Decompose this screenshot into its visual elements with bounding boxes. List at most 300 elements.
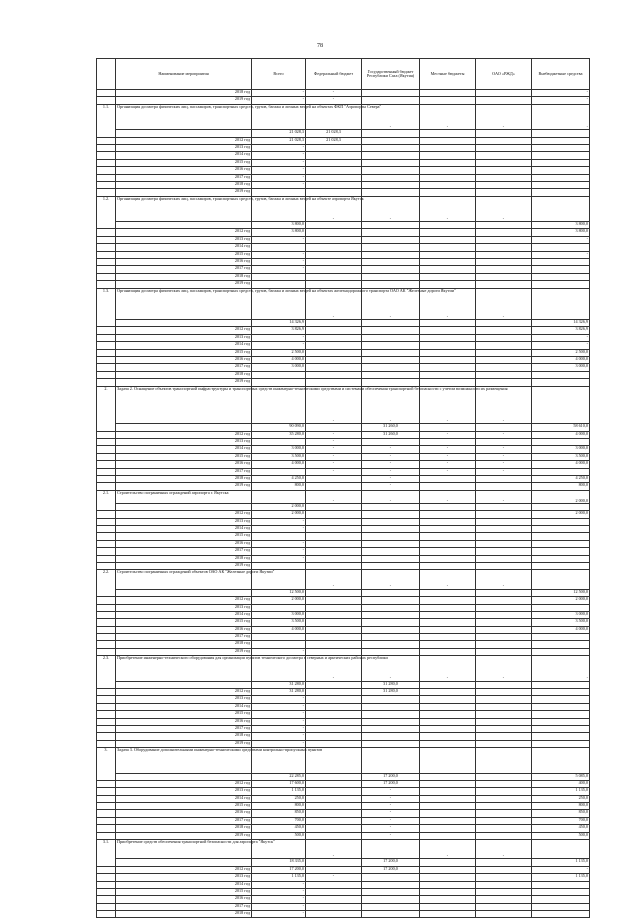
year-label: 2017 год: [116, 903, 252, 910]
year-label: 2019 год: [116, 189, 252, 196]
year-row: [97, 881, 590, 888]
year-row: [97, 453, 590, 460]
value-cell: [532, 641, 590, 648]
year-row: [97, 281, 590, 288]
value-cell: [532, 563, 590, 570]
year-row: [97, 334, 590, 341]
value-cell: [252, 490, 306, 503]
year-label: 2018 год: [116, 371, 252, 378]
number-cell: [97, 619, 116, 626]
number-cell: [97, 696, 116, 703]
value-cell: [306, 526, 362, 533]
value-cell: [420, 817, 476, 824]
value-cell: 31 280,0: [252, 681, 306, 688]
value-cell: [476, 604, 532, 611]
value-cell: 17 600,0: [252, 780, 306, 787]
value-cell: [306, 611, 362, 618]
number-cell: [97, 266, 116, 273]
value-cell: [532, 526, 590, 533]
value-cell: 17 200,0: [362, 859, 420, 866]
value-cell: -: [362, 795, 420, 802]
year-label: 2014 год: [116, 795, 252, 802]
value-cell: [476, 137, 532, 144]
value-cell: 18 335,0: [252, 859, 306, 866]
number-cell: [97, 641, 116, 648]
value-cell: [362, 320, 420, 327]
value-cell: 2 000,0: [532, 490, 590, 503]
year-label: [116, 130, 252, 137]
value-cell: [532, 137, 590, 144]
item-number: 1.2.: [97, 196, 116, 229]
section-total-row: [97, 681, 590, 688]
value-cell: [362, 748, 420, 773]
item-name: Приобретение средств обеспечения транспортной безопасности для аэропорта "Якутск": [116, 840, 252, 859]
value-cell: -: [252, 236, 306, 243]
value-cell: [476, 825, 532, 832]
number-cell: [97, 896, 116, 903]
value-cell: [420, 896, 476, 903]
year-label: 2017 год: [116, 725, 252, 732]
value-cell: 2 000,0: [252, 511, 306, 518]
year-row: [97, 468, 590, 475]
value-cell: -: [252, 648, 306, 655]
value-cell: [420, 251, 476, 258]
value-cell: [306, 604, 362, 611]
value-cell: [306, 511, 362, 518]
value-cell: -: [252, 181, 306, 188]
value-cell: [532, 540, 590, 547]
value-cell: [306, 259, 362, 266]
value-cell: [362, 703, 420, 710]
year-label: 2014 год: [116, 342, 252, 349]
value-cell: -: [252, 159, 306, 166]
number-cell: [97, 903, 116, 910]
year-label: 2012 год: [116, 431, 252, 438]
value-cell: 3 000,0: [532, 446, 590, 453]
value-cell: [362, 90, 420, 97]
value-cell: [420, 327, 476, 334]
value-cell: 35 280,0: [252, 431, 306, 438]
year-label: 2018 год: [116, 825, 252, 832]
value-cell: -: [362, 825, 420, 832]
value-cell: -: [252, 718, 306, 725]
year-row: [97, 689, 590, 696]
item-number: 2.1.: [97, 490, 116, 511]
value-cell: [306, 825, 362, 832]
value-cell: 1 135,0: [532, 874, 590, 881]
number-cell: [97, 817, 116, 824]
value-cell: [362, 555, 420, 562]
value-cell: [476, 555, 532, 562]
value-cell: [420, 511, 476, 518]
value-cell: 500,0: [252, 832, 306, 839]
value-cell: [476, 181, 532, 188]
value-cell: 250,0: [532, 795, 590, 802]
value-cell: [306, 152, 362, 159]
value-cell: [420, 349, 476, 356]
value-cell: [306, 859, 362, 866]
value-cell: [252, 386, 306, 424]
value-cell: 4 000,0: [252, 357, 306, 364]
value-cell: [476, 911, 532, 918]
value-cell: [306, 619, 362, 626]
number-cell: [97, 604, 116, 611]
year-row: [97, 475, 590, 482]
number-cell: [97, 803, 116, 810]
value-cell: [362, 167, 420, 174]
value-cell: 4 000,0: [532, 626, 590, 633]
value-cell: [476, 475, 532, 482]
year-row: [97, 548, 590, 555]
value-cell: [306, 236, 362, 243]
value-cell: [476, 371, 532, 378]
value-cell: [362, 641, 420, 648]
value-cell: [532, 196, 590, 221]
value-cell: [476, 167, 532, 174]
value-cell: -: [252, 740, 306, 747]
value-cell: [306, 273, 362, 280]
number-cell: [97, 555, 116, 562]
value-cell: 12 500,0: [252, 589, 306, 596]
value-cell: [362, 903, 420, 910]
year-row: [97, 431, 590, 438]
value-cell: [476, 896, 532, 903]
year-label: 2013 год: [116, 334, 252, 341]
value-cell: -: [362, 490, 420, 503]
number-cell: [97, 327, 116, 334]
value-cell: -: [252, 90, 306, 97]
value-cell: -: [306, 461, 362, 468]
year-label: 2016 год: [116, 259, 252, 266]
value-cell: [476, 788, 532, 795]
year-label: 2017 год: [116, 364, 252, 371]
value-cell: 31 280,0: [362, 689, 420, 696]
value-cell: [306, 689, 362, 696]
year-row: [97, 137, 590, 144]
header-number: [97, 59, 116, 90]
value-cell: 4 250,0: [532, 475, 590, 482]
number-cell: [97, 866, 116, 873]
year-label: 2019 год: [116, 281, 252, 288]
value-cell: [362, 626, 420, 633]
value-cell: [420, 137, 476, 144]
number-cell: [97, 475, 116, 482]
value-cell: [252, 634, 306, 641]
value-cell: [476, 810, 532, 817]
value-cell: [306, 881, 362, 888]
year-row: [97, 266, 590, 273]
value-cell: [476, 229, 532, 236]
year-label: [116, 681, 252, 688]
year-label: 2019 год: [116, 563, 252, 570]
value-cell: -: [252, 97, 306, 104]
number-cell: [97, 379, 116, 386]
value-cell: -: [362, 468, 420, 475]
value-cell: [362, 711, 420, 718]
number-cell: [97, 152, 116, 159]
value-cell: [420, 364, 476, 371]
value-cell: [420, 174, 476, 181]
year-label: [116, 773, 252, 780]
number-cell: [97, 251, 116, 258]
value-cell: [252, 379, 306, 386]
value-cell: [362, 342, 420, 349]
value-cell: -: [306, 90, 362, 97]
year-label: 2016 год: [116, 810, 252, 817]
value-cell: -: [252, 540, 306, 547]
value-cell: [420, 475, 476, 482]
value-cell: [532, 144, 590, 151]
value-cell: [476, 281, 532, 288]
number-cell: [97, 788, 116, 795]
year-label: 2015 год: [116, 453, 252, 460]
value-cell: [362, 740, 420, 747]
year-label: 2017 год: [116, 266, 252, 273]
value-cell: [532, 634, 590, 641]
number-cell: [97, 334, 116, 341]
value-cell: 4 250,0: [252, 475, 306, 482]
value-cell: [476, 689, 532, 696]
value-cell: -: [252, 725, 306, 732]
value-cell: [532, 881, 590, 888]
value-cell: [420, 711, 476, 718]
year-label: 2018 год: [116, 273, 252, 280]
section-total-row: [97, 589, 590, 596]
year-row: [97, 825, 590, 832]
value-cell: [420, 795, 476, 802]
value-cell: [420, 518, 476, 525]
value-cell: [362, 266, 420, 273]
number-cell: [97, 468, 116, 475]
value-cell: [306, 711, 362, 718]
value-cell: [532, 725, 590, 732]
value-cell: 1 135,0: [532, 788, 590, 795]
value-cell: [420, 555, 476, 562]
value-cell: [476, 152, 532, 159]
value-cell: -: [252, 703, 306, 710]
value-cell: [306, 555, 362, 562]
year-row: [97, 371, 590, 378]
value-cell: [476, 518, 532, 525]
year-row: [97, 626, 590, 633]
value-cell: -: [252, 152, 306, 159]
value-cell: [362, 874, 420, 881]
year-label: 2019 год: [116, 379, 252, 386]
year-row: [97, 874, 590, 881]
value-cell: [420, 167, 476, 174]
value-cell: [362, 611, 420, 618]
number-cell: [97, 273, 116, 280]
value-cell: [476, 703, 532, 710]
year-label: 2014 год: [116, 881, 252, 888]
year-label: 2017 год: [116, 174, 252, 181]
number-cell: [97, 438, 116, 445]
value-cell: [306, 144, 362, 151]
value-cell: [532, 386, 590, 424]
value-cell: [476, 548, 532, 555]
value-cell: 12 500,0: [532, 589, 590, 596]
section-total-row: [97, 859, 590, 866]
value-cell: -: [532, 334, 590, 341]
value-cell: [420, 130, 476, 137]
value-cell: [306, 795, 362, 802]
value-cell: 2 000,0: [252, 597, 306, 604]
value-cell: [420, 526, 476, 533]
value-cell: 3 800,0: [252, 222, 306, 229]
value-cell: [476, 817, 532, 824]
value-cell: [420, 320, 476, 327]
value-cell: [362, 526, 420, 533]
value-cell: -: [362, 386, 420, 424]
value-cell: [362, 229, 420, 236]
value-cell: -: [532, 104, 590, 129]
value-cell: 250,0: [252, 795, 306, 802]
value-cell: [362, 334, 420, 341]
year-label: [116, 320, 252, 327]
value-cell: [476, 97, 532, 104]
value-cell: 4 000,0: [532, 461, 590, 468]
year-row: [97, 273, 590, 280]
year-label: 2016 год: [116, 357, 252, 364]
year-label: 2012 год: [116, 327, 252, 334]
year-label: 2016 год: [116, 540, 252, 547]
value-cell: [476, 611, 532, 618]
value-cell: [476, 334, 532, 341]
value-cell: -: [362, 803, 420, 810]
year-row: [97, 803, 590, 810]
value-cell: [476, 144, 532, 151]
number-cell: [97, 259, 116, 266]
value-cell: [420, 740, 476, 747]
value-cell: [476, 251, 532, 258]
value-cell: 800,0: [532, 483, 590, 490]
item-name: Организация досмотра физических лиц, пассажиров, транспортных средств, грузов, багажа и личных вещей на объектах железнодорожного транспорта ОАО АК "Железные дороги Якутии": [116, 288, 252, 320]
value-cell: [306, 540, 362, 547]
value-cell: -: [362, 570, 420, 589]
value-cell: [306, 518, 362, 525]
value-cell: -: [532, 90, 590, 97]
year-row: [97, 866, 590, 873]
value-cell: 800,0: [252, 483, 306, 490]
value-cell: [306, 832, 362, 839]
value-cell: -: [362, 288, 420, 320]
value-cell: [306, 563, 362, 570]
value-cell: [420, 589, 476, 596]
year-row: [97, 888, 590, 895]
year-row: [97, 144, 590, 151]
value-cell: [420, 563, 476, 570]
value-cell: [306, 810, 362, 817]
number-cell: [97, 349, 116, 356]
value-cell: -: [476, 196, 532, 221]
value-cell: [420, 152, 476, 159]
value-cell: [362, 718, 420, 725]
year-row: [97, 518, 590, 525]
value-cell: [306, 703, 362, 710]
year-label: 2018 год: [116, 733, 252, 740]
number-cell: [97, 461, 116, 468]
section-header-row: [97, 104, 590, 129]
value-cell: -: [306, 431, 362, 438]
value-cell: [532, 840, 590, 859]
number-cell: [97, 634, 116, 641]
year-row: [97, 438, 590, 445]
value-cell: -: [306, 386, 362, 424]
value-cell: -: [476, 468, 532, 475]
value-cell: [362, 251, 420, 258]
value-cell: -: [532, 866, 590, 873]
number-cell: [97, 244, 116, 251]
value-cell: [420, 229, 476, 236]
item-name: Организация досмотра физических лиц, пассажиров, транспортных средств, грузов, багажа и личных вещей на объектах ФКП "Аэропорты Севера": [116, 104, 252, 129]
value-cell: [420, 881, 476, 888]
value-cell: 4 000,0: [252, 461, 306, 468]
value-cell: [362, 357, 420, 364]
value-cell: [420, 379, 476, 386]
value-cell: [306, 503, 362, 510]
value-cell: [306, 634, 362, 641]
year-label: 2013 год: [116, 438, 252, 445]
header-republic: Государственный бюджет Республики Саха (Якутия): [362, 59, 420, 90]
section-header-row: [97, 288, 590, 320]
value-cell: -: [476, 656, 532, 681]
value-cell: [306, 251, 362, 258]
value-cell: [532, 189, 590, 196]
year-row: [97, 342, 590, 349]
value-cell: [532, 733, 590, 740]
value-cell: [362, 540, 420, 547]
year-label: 2012 год: [116, 511, 252, 518]
value-cell: [532, 159, 590, 166]
value-cell: [306, 357, 362, 364]
number-cell: [97, 548, 116, 555]
value-cell: 4 000,0: [532, 357, 590, 364]
value-cell: [362, 511, 420, 518]
value-cell: 2 000,0: [532, 597, 590, 604]
value-cell: -: [252, 733, 306, 740]
value-cell: [532, 696, 590, 703]
year-row: [97, 540, 590, 547]
value-cell: [532, 748, 590, 773]
value-cell: [362, 222, 420, 229]
value-cell: [532, 379, 590, 386]
value-cell: [476, 174, 532, 181]
value-cell: [362, 896, 420, 903]
number-cell: [97, 626, 116, 633]
value-cell: [362, 327, 420, 334]
section-total-row: [97, 222, 590, 229]
value-cell: [306, 167, 362, 174]
value-cell: [420, 159, 476, 166]
value-cell: 4 000,0: [252, 626, 306, 633]
value-cell: [476, 626, 532, 633]
number-cell: [97, 718, 116, 725]
value-cell: -: [252, 555, 306, 562]
number-cell: [97, 810, 116, 817]
value-cell: 3 500,0: [532, 619, 590, 626]
value-cell: [476, 711, 532, 718]
value-cell: -: [306, 446, 362, 453]
value-cell: [306, 371, 362, 378]
value-cell: [306, 548, 362, 555]
number-cell: [97, 159, 116, 166]
value-cell: [532, 288, 590, 320]
value-cell: 3 800,0: [252, 229, 306, 236]
value-cell: [306, 589, 362, 596]
year-row: [97, 597, 590, 604]
value-cell: -: [420, 840, 476, 859]
value-cell: [306, 733, 362, 740]
